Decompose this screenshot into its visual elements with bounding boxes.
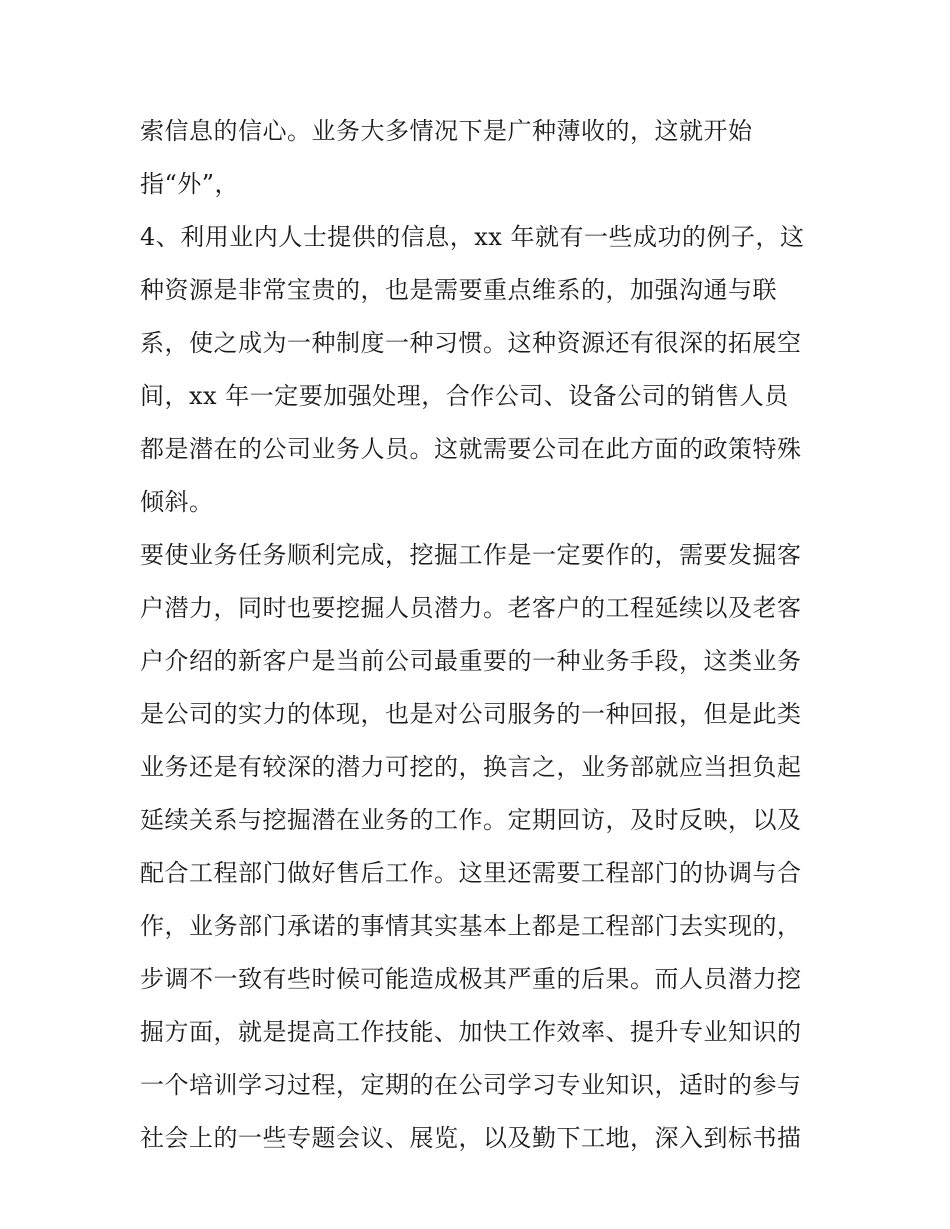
text-line: 一个培训学习过程，定期的在公司学习专业知识，适时的参与 xyxy=(140,1071,802,1099)
text-line: 索信息的信心。业务大多情况下是广种薄收的，这就开始 xyxy=(140,117,753,145)
text-line: 系，使之成为一种制度一种习惯。这种资源还有很深的拓展空 xyxy=(140,329,802,357)
text-line: 延续关系与挖掘潜在业务的工作。定期回访，及时反映，以及 xyxy=(140,806,802,834)
text-line: 间，xx 年一定要加强处理，合作公司、设备公司的销售人员 xyxy=(140,382,789,410)
text-line: 是公司的实力的体现，也是对公司服务的一种回报，但是此类 xyxy=(140,700,802,728)
text-line: 户潜力，同时也要挖掘人员潜力。老客户的工程延续以及老客 xyxy=(140,594,802,622)
body-text xyxy=(140,105,820,1165)
text-line: 作，业务部门承诺的事情其实基本上都是工程部门去实现的， xyxy=(140,912,802,940)
text-line: 掘方面，就是提高工作技能、加快工作效率、提升专业知识的 xyxy=(140,1018,802,1046)
text-line: 4、利用业内人士提供的信息，xx 年就有一些成功的例子，这 xyxy=(140,223,805,251)
text-line: 种资源是非常宝贵的，也是需要重点维系的，加强沟通与联 xyxy=(140,276,777,304)
text-line: 户介绍的新客户是当前公司最重要的一种业务手段，这类业务 xyxy=(140,647,802,675)
text-line: 要使业务任务顺利完成，挖掘工作是一定要作的，需要发掘客 xyxy=(140,541,802,569)
text-line: 步调不一致有些时候可能造成极其严重的后果。而人员潜力挖 xyxy=(140,965,802,993)
text-line: 倾斜。 xyxy=(140,488,214,516)
text-line: 业务还是有较深的潜力可挖的，换言之，业务部就应当担负起 xyxy=(140,753,802,781)
text-line: 配合工程部门做好售后工作。这里还需要工程部门的协调与合 xyxy=(140,859,802,887)
text-line: 都是潜在的公司业务人员。这就需要公司在此方面的政策特殊 xyxy=(140,435,802,463)
text-line: 指“外”， xyxy=(140,170,240,198)
text-line: 社会上的一些专题会议、展览，以及勤下工地，深入到标书描 xyxy=(140,1124,802,1152)
